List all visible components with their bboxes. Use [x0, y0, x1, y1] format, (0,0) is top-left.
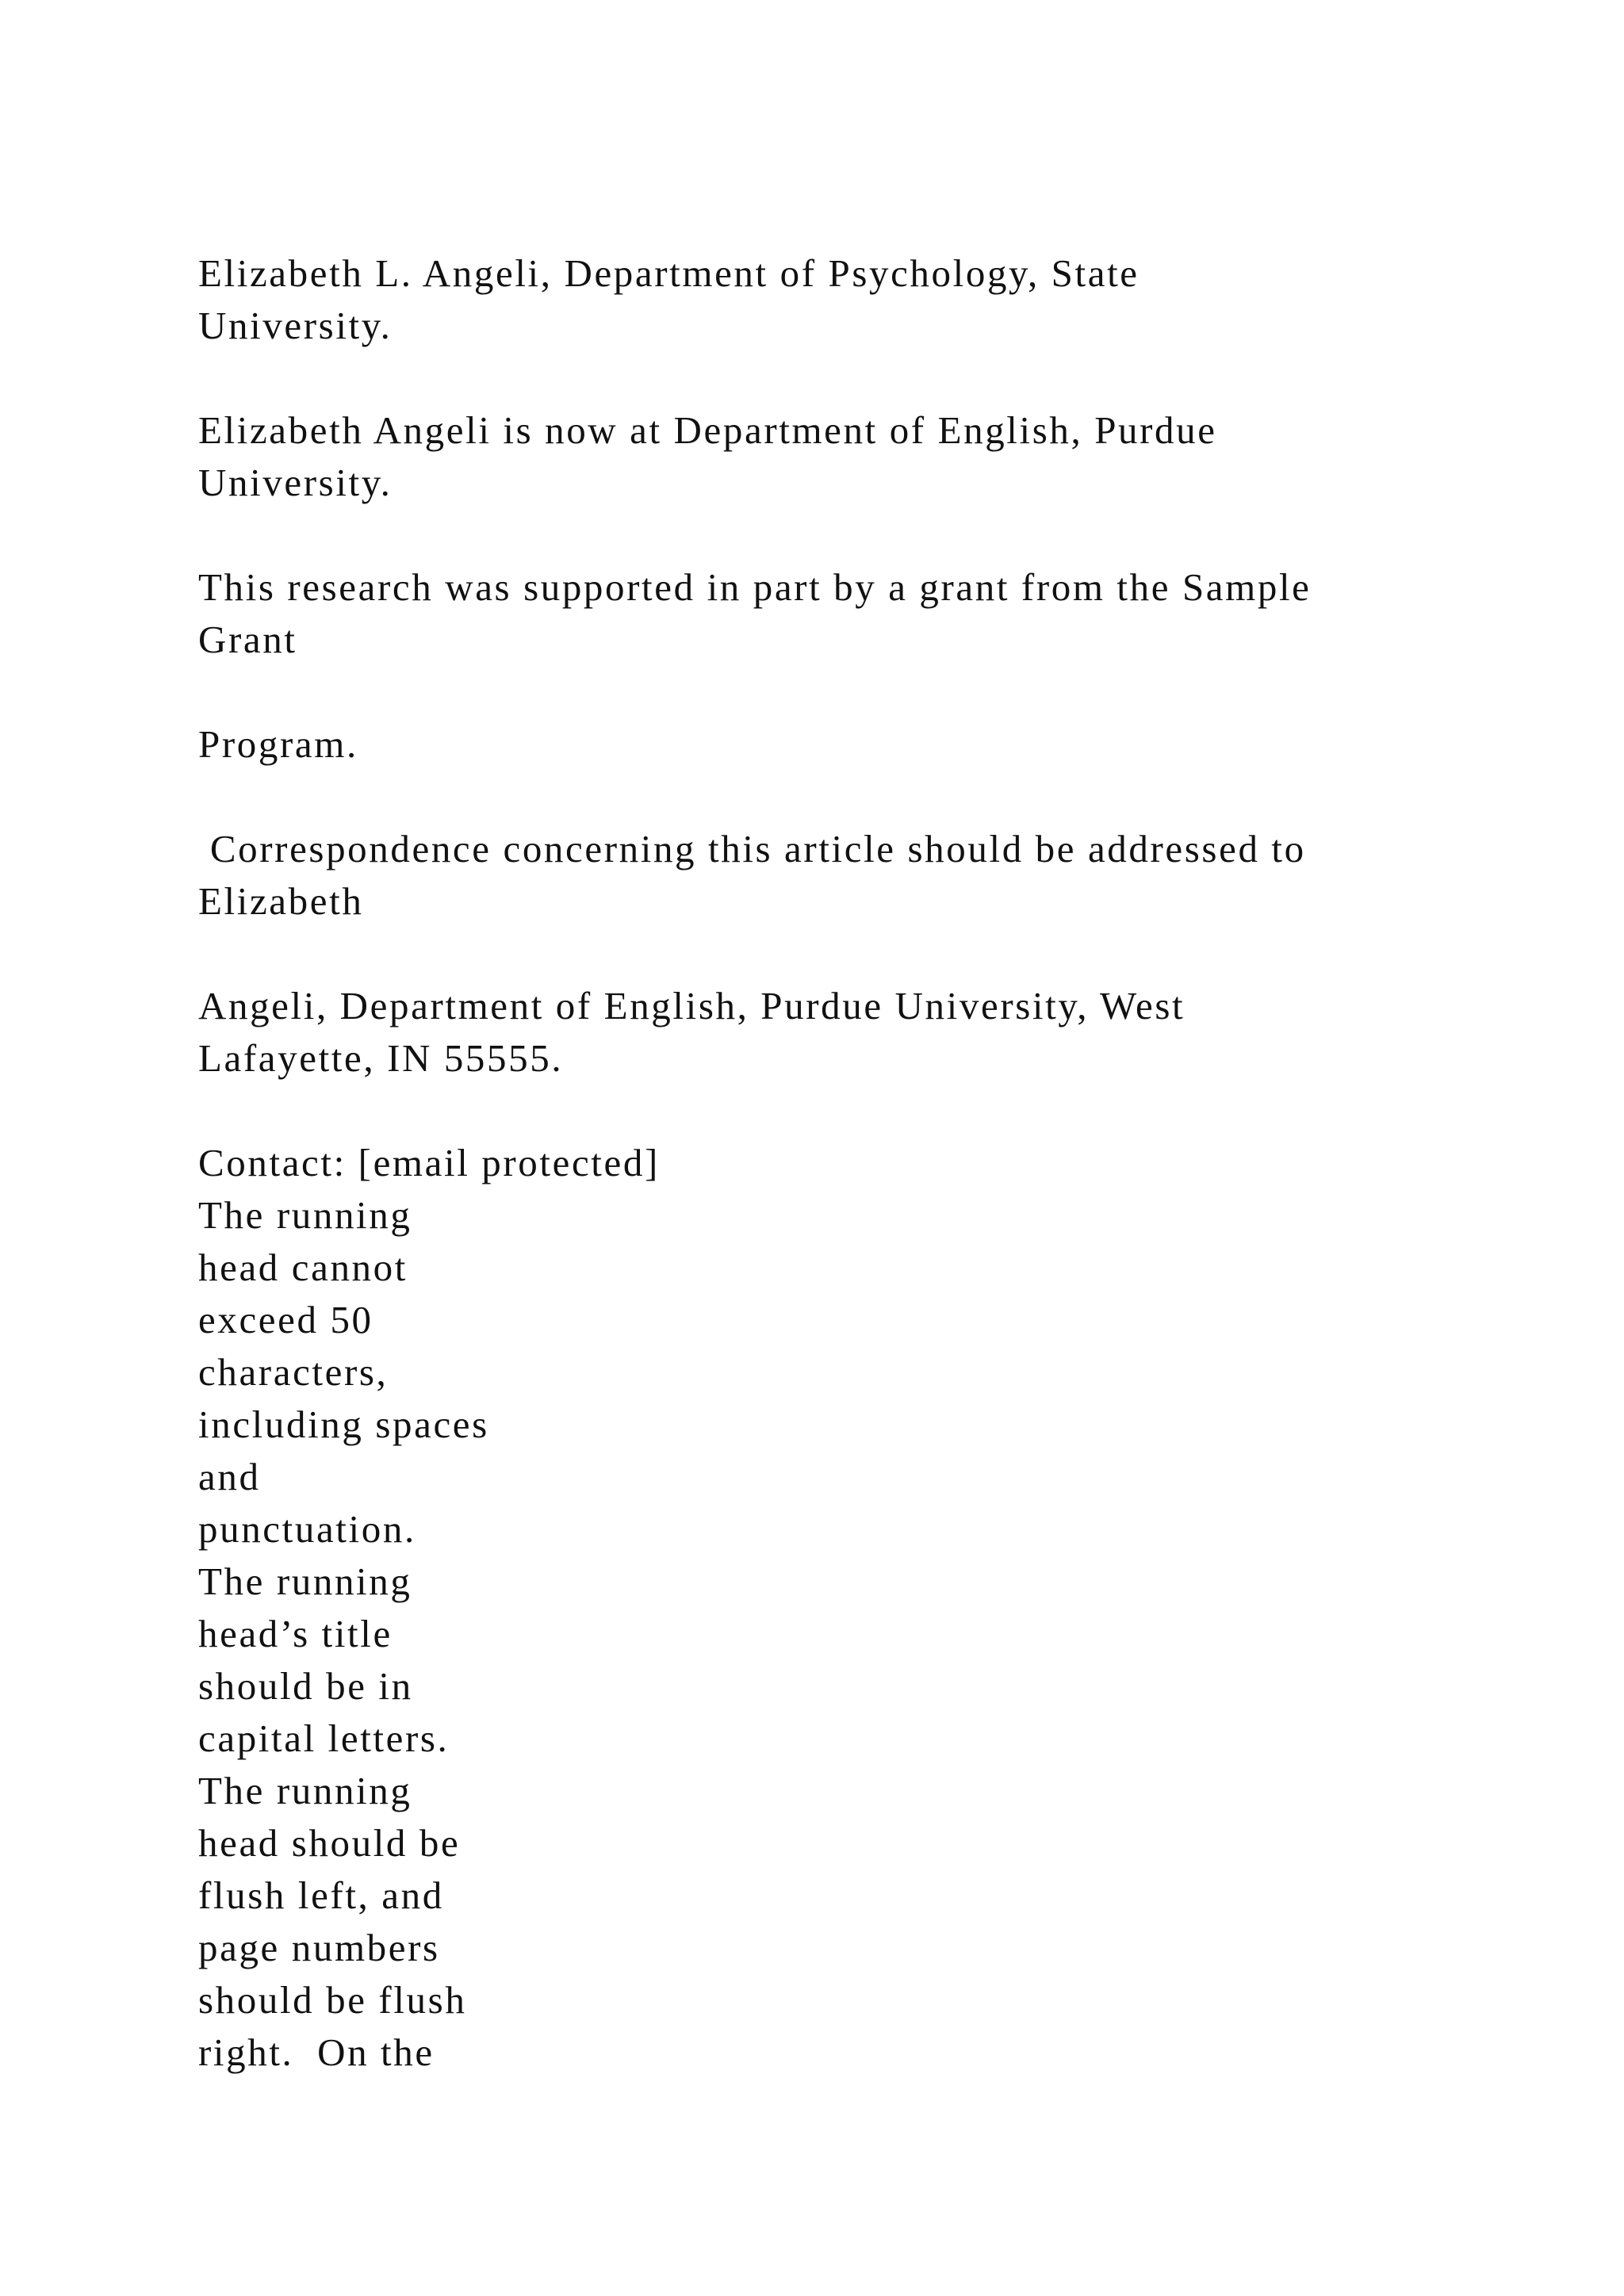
document-body [198, 247, 1467, 2079]
text-line: Program. [198, 722, 358, 766]
note-line: exceed 50 [198, 1298, 373, 1341]
text-line: Elizabeth Angeli is now at Department of English, Purdue [198, 408, 1217, 452]
note-line: and [198, 1455, 261, 1498]
text-line: Angeli, Department of English, Purdue University, West [198, 984, 1185, 1027]
contact-line: Contact: [email protected] [198, 1141, 660, 1184]
funding-continuation-paragraph [198, 718, 1467, 771]
correspondence-address-paragraph [198, 980, 1467, 1085]
correspondence-paragraph [198, 823, 1467, 928]
note-line: head should be [198, 1821, 461, 1865]
affiliation-change-paragraph [198, 404, 1467, 509]
author-affiliation-paragraph [198, 247, 1467, 352]
note-line: The running [198, 1769, 412, 1812]
note-line: capital letters. [198, 1716, 450, 1760]
note-line: punctuation. [198, 1507, 416, 1551]
note-line: head cannot [198, 1246, 408, 1289]
note-line: page numbers [198, 1926, 440, 1969]
text-line: University. [198, 461, 393, 504]
note-line: including spaces [198, 1402, 489, 1446]
text-line: Lafayette, IN 55555. [198, 1036, 564, 1080]
text-line: Elizabeth L. Angeli, Department of Psychology, State [198, 251, 1139, 295]
running-head-note [198, 1137, 1467, 2079]
note-line: The running [198, 1193, 412, 1237]
note-line: should be in [198, 1664, 413, 1708]
note-line: head’s title [198, 1612, 393, 1655]
text-line: Grant [198, 618, 297, 661]
note-line: flush left, and [198, 1873, 444, 1917]
text-line: This research was supported in part by a grant from the Sample [198, 565, 1312, 609]
note-line: The running [198, 1559, 412, 1603]
funding-paragraph [198, 561, 1467, 666]
text-line: Elizabeth [198, 879, 364, 923]
note-line: right. On the [198, 2030, 435, 2074]
note-line: characters, [198, 1350, 389, 1394]
note-line: should be flush [198, 1978, 467, 2022]
text-line: Correspondence concerning this article should be addressed to [198, 827, 1306, 871]
text-line: University. [198, 304, 393, 347]
